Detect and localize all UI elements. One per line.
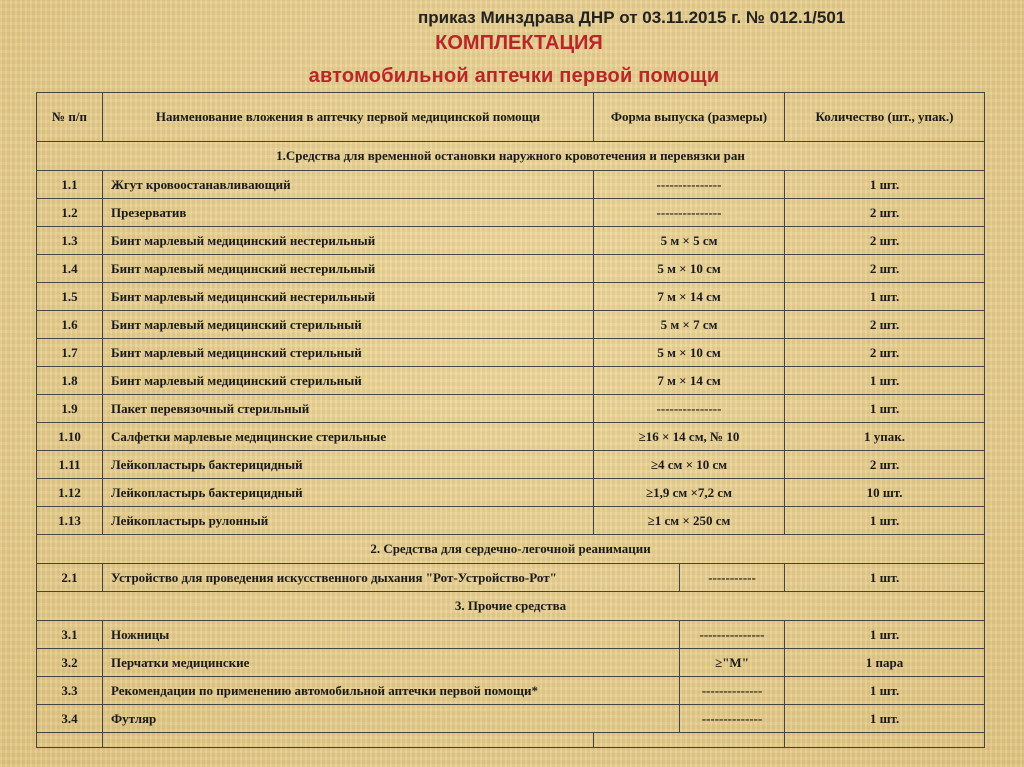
- item-number: 1.2: [37, 199, 103, 227]
- item-form: ---------------: [594, 171, 785, 199]
- item-name: Бинт марлевый медицинский нестерильный: [103, 283, 594, 311]
- item-name: Пакет перевязочный стерильный: [103, 395, 594, 423]
- item-number: 1.1: [37, 171, 103, 199]
- item-name: Лейкопластырь рулонный: [103, 507, 594, 535]
- section-title: 2. Средства для сердечно-легочной реанимации: [37, 535, 985, 564]
- section-header: [37, 535, 985, 564]
- section-3-rows: [37, 621, 985, 733]
- item-name: Перчатки медицинские: [103, 649, 680, 677]
- item-form: ≥1 см × 250 см: [594, 507, 785, 535]
- item-quantity: 1 шт.: [785, 367, 985, 395]
- item-name: Бинт марлевый медицинский нестерильный: [103, 255, 594, 283]
- item-name: Устройство для проведения искусственного дыхания "Рот-Устройство-Рот": [103, 564, 680, 592]
- table-row: [37, 677, 985, 705]
- item-quantity: 1 шт.: [785, 705, 985, 733]
- item-quantity: 10 шт.: [785, 479, 985, 507]
- item-form: ≥"M": [680, 649, 785, 677]
- table-row: [37, 395, 985, 423]
- item-quantity: 2 шт.: [785, 199, 985, 227]
- item-number: 1.10: [37, 423, 103, 451]
- item-quantity: 1 упак.: [785, 423, 985, 451]
- table-row: [37, 227, 985, 255]
- trailing-cell: [103, 733, 594, 748]
- item-name: Салфетки марлевые медицинские стерильные: [103, 423, 594, 451]
- section-2-rows: [37, 564, 985, 592]
- item-form: ---------------: [594, 395, 785, 423]
- table-row: [37, 479, 985, 507]
- item-form: 5 м × 5 см: [594, 227, 785, 255]
- table-row: [37, 621, 985, 649]
- item-form: --------------: [680, 677, 785, 705]
- item-name: Бинт марлевый медицинский нестерильный: [103, 227, 594, 255]
- section-title: 1.Средства для временной остановки наружного кровотечения и перевязки ран: [37, 142, 985, 171]
- item-form: -----------: [680, 564, 785, 592]
- section-header: [37, 592, 985, 621]
- table-row: [37, 339, 985, 367]
- item-form: ---------------: [594, 199, 785, 227]
- item-quantity: 2 шт.: [785, 227, 985, 255]
- item-number: 3.1: [37, 621, 103, 649]
- item-quantity: 2 шт.: [785, 451, 985, 479]
- order-reference: приказ Минздрава ДНР от 03.11.2015 г. № 012.1/501: [418, 8, 846, 27]
- table-header: [37, 93, 985, 142]
- item-quantity: 1 шт.: [785, 621, 985, 649]
- item-form: 5 м × 10 см: [594, 339, 785, 367]
- table-row: [37, 199, 985, 227]
- item-form: 7 м × 14 см: [594, 283, 785, 311]
- page-subtitle: автомобильной аптечки первой помощи: [308, 65, 720, 87]
- item-quantity: 1 шт.: [785, 507, 985, 535]
- item-name: Лейкопластырь бактерицидный: [103, 479, 594, 507]
- item-form: --------------: [680, 705, 785, 733]
- item-form: ≥1,9 см ×7,2 см: [594, 479, 785, 507]
- table-row: [37, 649, 985, 677]
- item-number: 1.7: [37, 339, 103, 367]
- item-number: 3.2: [37, 649, 103, 677]
- item-number: 1.8: [37, 367, 103, 395]
- table-row: [37, 255, 985, 283]
- item-form: 5 м × 7 см: [594, 311, 785, 339]
- col-name-header: Наименование вложения в аптечку первой медицинской помощи: [103, 93, 594, 142]
- item-name: Рекомендации по применению автомобильной аптечки первой помощи*: [103, 677, 680, 705]
- item-quantity: 2 шт.: [785, 311, 985, 339]
- item-form: ---------------: [680, 621, 785, 649]
- item-number: 1.13: [37, 507, 103, 535]
- item-quantity: 1 шт.: [785, 283, 985, 311]
- item-number: 1.12: [37, 479, 103, 507]
- item-number: 3.4: [37, 705, 103, 733]
- table-trailing-row: [37, 733, 985, 748]
- table-row: [37, 705, 985, 733]
- item-number: 1.5: [37, 283, 103, 311]
- item-form: ≥4 см × 10 см: [594, 451, 785, 479]
- section-title: 3. Прочие средства: [37, 592, 985, 621]
- kit-table: [36, 92, 985, 748]
- table-row: [37, 311, 985, 339]
- item-form: ≥16 × 14 см, № 10: [594, 423, 785, 451]
- item-number: 3.3: [37, 677, 103, 705]
- item-name: Лейкопластырь бактерицидный: [103, 451, 594, 479]
- trailing-cell: [37, 733, 103, 748]
- table-row: [37, 283, 985, 311]
- col-qty-header: Количество (шт., упак.): [785, 93, 985, 142]
- trailing-cell: [785, 733, 985, 748]
- table-row: [37, 507, 985, 535]
- section-1-rows: [37, 171, 985, 535]
- item-quantity: 2 шт.: [785, 255, 985, 283]
- item-form: 7 м × 14 см: [594, 367, 785, 395]
- item-name: Презерватив: [103, 199, 594, 227]
- table-row: [37, 423, 985, 451]
- item-name: Бинт марлевый медицинский стерильный: [103, 367, 594, 395]
- item-number: 1.11: [37, 451, 103, 479]
- item-number: 1.3: [37, 227, 103, 255]
- item-name: Бинт марлевый медицинский стерильный: [103, 339, 594, 367]
- section-header: [37, 142, 985, 171]
- item-number: 1.6: [37, 311, 103, 339]
- col-form-header: Форма выпуска (размеры): [594, 93, 785, 142]
- table-row: [37, 451, 985, 479]
- trailing-cell: [594, 733, 785, 748]
- table-row: [37, 367, 985, 395]
- item-name: Ножницы: [103, 621, 680, 649]
- table-row: [37, 171, 985, 199]
- item-quantity: 1 шт.: [785, 171, 985, 199]
- item-quantity: 1 пара: [785, 649, 985, 677]
- item-name: Футляр: [103, 705, 680, 733]
- item-quantity: 1 шт.: [785, 395, 985, 423]
- item-number: 1.4: [37, 255, 103, 283]
- page-title: КОМПЛЕКТАЦИЯ: [435, 32, 603, 54]
- item-quantity: 1 шт.: [785, 564, 985, 592]
- item-number: 1.9: [37, 395, 103, 423]
- item-form: 5 м × 10 см: [594, 255, 785, 283]
- col-num-header: № п/п: [37, 93, 103, 142]
- table-row: [37, 564, 985, 592]
- item-name: Бинт марлевый медицинский стерильный: [103, 311, 594, 339]
- item-name: Жгут кровоостанавливающий: [103, 171, 594, 199]
- item-quantity: 1 шт.: [785, 677, 985, 705]
- item-quantity: 2 шт.: [785, 339, 985, 367]
- item-number: 2.1: [37, 564, 103, 592]
